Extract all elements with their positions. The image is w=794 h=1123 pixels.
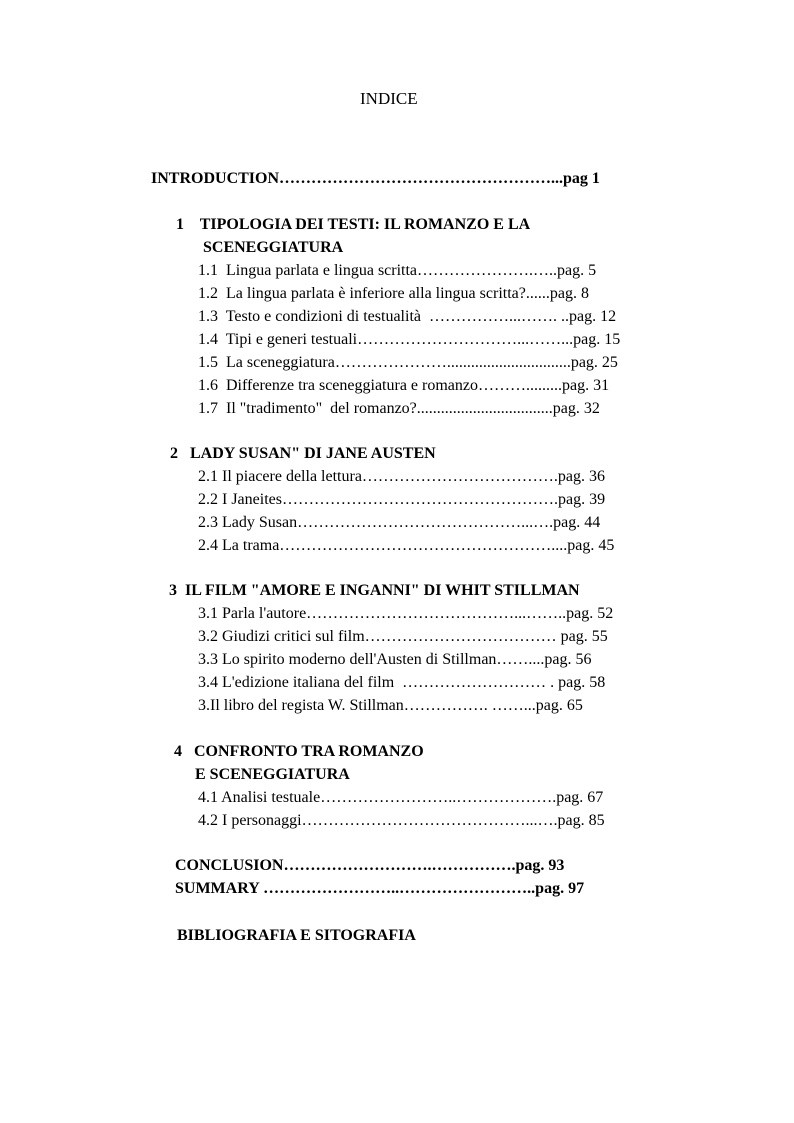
toc-item: 4.2 I personaggi……………………………………...….pag. 85 [198,812,605,829]
toc-item: 3.4 L'edizione italiana del film ……………………… . pag. 58 [198,674,606,691]
toc-item: 4.1 Analisi testuale……………………..……………….pag. 67 [198,789,604,806]
toc-introduction: INTRODUCTION……………………………………………...pag 1 [151,170,600,187]
toc-item: 1.7 Il "tradimento" del romanzo?..................................pag. 32 [198,400,600,417]
chapter-2-heading: 2 LADY SUSAN" DI JANE AUSTEN [170,445,436,462]
chapter-4-heading: 4 CONFRONTO TRA ROMANZO [174,743,424,760]
toc-item: 2.3 Lady Susan……………………………………...….pag. 44 [198,514,601,531]
toc-item: 1.2 La lingua parlata è inferiore alla lingua scritta?......pag. 8 [198,285,589,302]
toc-item: 3.1 Parla l'autore…………………………………...……..pag. 52 [198,605,614,622]
toc-item: 1.1 Lingua parlata e lingua scritta………………….…..pag. 5 [198,262,597,279]
toc-item: 2.2 I Janeites…………………………………………….pag. 39 [198,491,606,508]
toc-summary: SUMMARY ……………………..……………………..pag. 97 [175,880,585,897]
chapter-3-heading: 3 IL FILM "AMORE E INGANNI" DI WHIT STILLMAN [169,582,580,599]
toc-item: 1.3 Testo e condizioni di testualità ……………...……. ..pag. 12 [198,308,617,325]
toc-item: 1.5 La sceneggiatura…………………...............................pag. 25 [198,354,618,371]
toc-conclusion: CONCLUSION……………………….…………….pag. 93 [175,857,565,874]
toc-bibliography: BIBLIOGRAFIA E SITOGRAFIA [177,927,416,944]
page-title: INDICE [360,89,418,108]
chapter-1-heading: 1 TIPOLOGIA DEI TESTI: IL ROMANZO E LA [176,216,531,233]
toc-item: 1.6 Differenze tra sceneggiatura e romanzo……….........pag. 31 [198,377,610,394]
toc-item: 3.Il libro del regista W. Stillman……………. ……...pag. 65 [198,697,583,714]
toc-item: 3.3 Lo spirito moderno dell'Austen di Stillman……....pag. 56 [198,651,592,668]
toc-item: 1.4 Tipi e generi testuali…………………………...……...pag. 15 [198,331,621,348]
chapter-4-heading-cont: E SCENEGGIATURA [195,766,350,783]
toc-item: 2.4 La trama……………………………………………....pag. 45 [198,537,615,554]
chapter-1-heading-cont: SCENEGGIATURA [203,239,344,256]
toc-item: 2.1 Il piacere della lettura……………………………….pag. 36 [198,468,606,485]
toc-item: 3.2 Giudizi critici sul film……………………………… pag. 55 [198,628,608,645]
